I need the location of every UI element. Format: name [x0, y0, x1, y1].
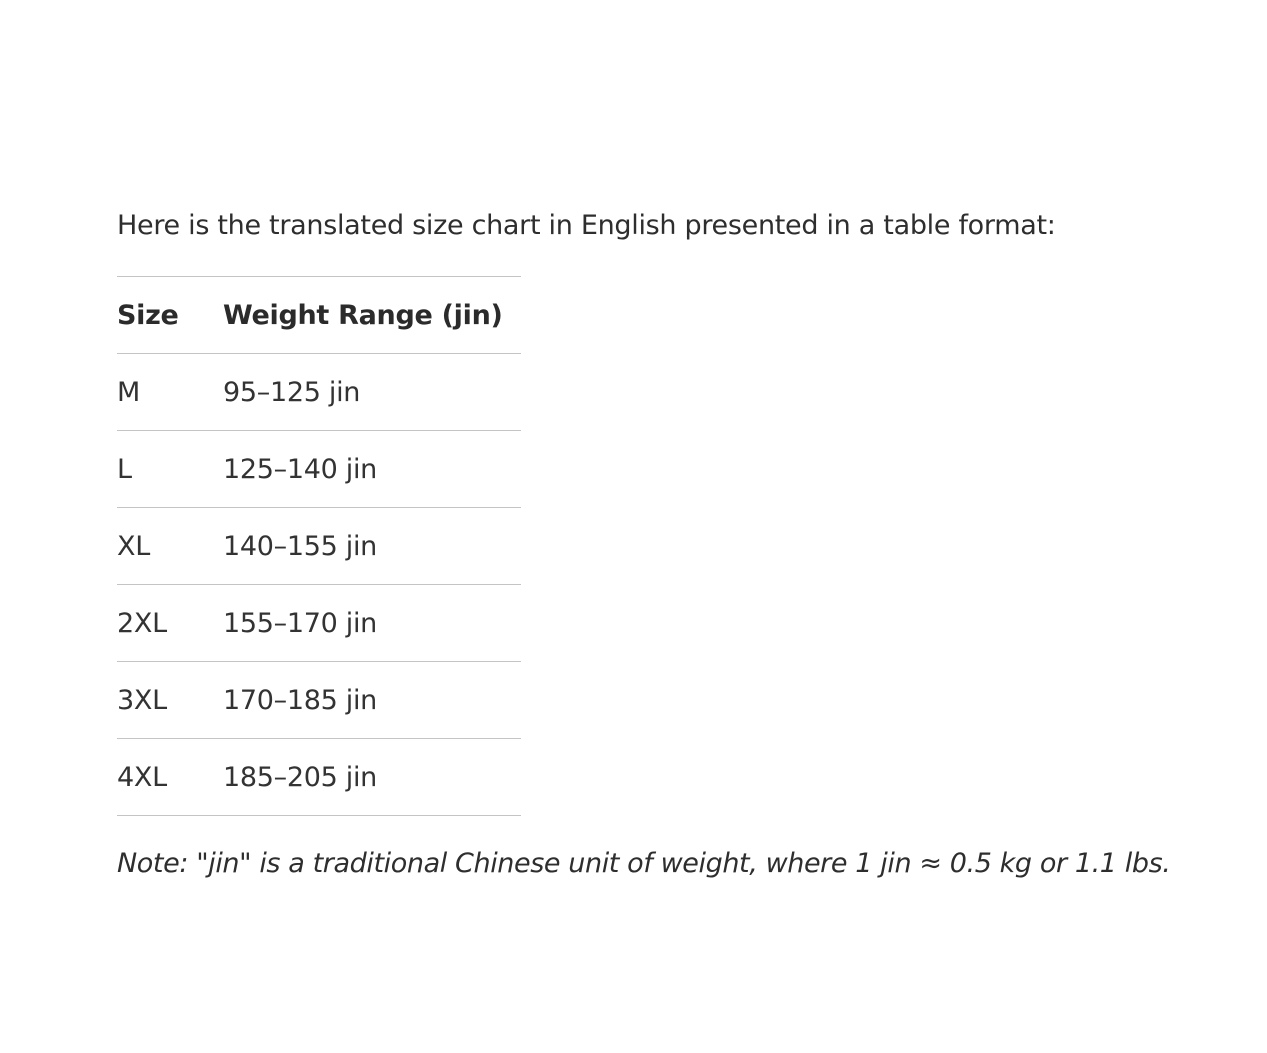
table-row	[117, 431, 521, 508]
size-cell: L	[117, 431, 223, 508]
table-row	[117, 662, 521, 739]
weight-cell: 140–155 jin	[223, 508, 521, 585]
header-weight-range: Weight Range (jin)	[223, 277, 521, 354]
size-cell: M	[117, 354, 223, 431]
size-cell: 3XL	[117, 662, 223, 739]
table-row	[117, 585, 521, 662]
size-cell: XL	[117, 508, 223, 585]
size-cell: 4XL	[117, 739, 223, 816]
weight-cell: 170–185 jin	[223, 662, 521, 739]
size-cell: 2XL	[117, 585, 223, 662]
table-row	[117, 739, 521, 816]
weight-cell: 125–140 jin	[223, 431, 521, 508]
table-row	[117, 508, 521, 585]
intro-paragraph: Here is the translated size chart in English presented in a table format:	[117, 210, 1056, 241]
note-paragraph: Note: "jin" is a traditional Chinese unit of weight, where 1 jin ≈ 0.5 kg or 1.1 lbs.	[117, 848, 1171, 879]
weight-cell: 155–170 jin	[223, 585, 521, 662]
size-chart-table	[117, 276, 521, 816]
weight-cell: 95–125 jin	[223, 354, 521, 431]
weight-cell: 185–205 jin	[223, 739, 521, 816]
document-content	[117, 206, 1227, 884]
table-header-row	[117, 277, 521, 354]
table-row	[117, 354, 521, 431]
header-size: Size	[117, 277, 223, 354]
